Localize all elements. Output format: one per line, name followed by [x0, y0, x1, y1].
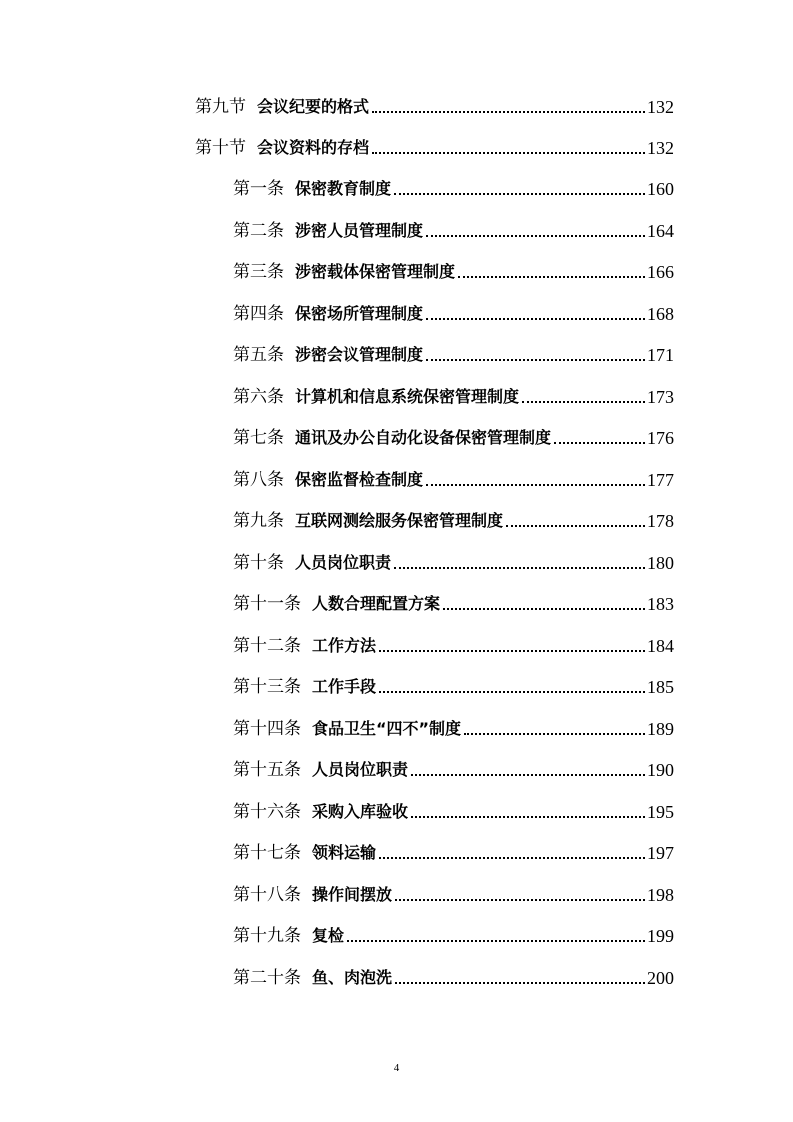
toc-entry-number: 第二条 — [233, 221, 284, 241]
toc-entry-page: 184 — [647, 636, 674, 656]
toc-entry[interactable] — [0, 88, 793, 118]
toc-entry-number: 第六条 — [233, 387, 284, 407]
toc-entry[interactable] — [0, 378, 793, 408]
toc-entry-title: 采购入库验收 — [312, 802, 409, 821]
toc-entry[interactable] — [0, 710, 793, 740]
toc-leader-dots — [426, 235, 645, 237]
toc-entry[interactable] — [0, 170, 793, 200]
toc-leader-dots — [394, 193, 645, 195]
toc-entry-number: 第十八条 — [233, 885, 301, 905]
toc-leader-dots — [379, 691, 645, 693]
toc-leader-dots — [554, 442, 645, 444]
toc-entry-title: 涉密人员管理制度 — [295, 221, 424, 240]
toc-entry-page: 190 — [647, 760, 674, 780]
toc-entry[interactable] — [0, 751, 793, 781]
toc-entry-title: 工作手段 — [312, 677, 377, 696]
toc-entry-number: 第十三条 — [233, 677, 301, 697]
toc-entry-number: 第五条 — [233, 345, 284, 365]
toc-entry-page: 198 — [647, 885, 674, 905]
toc-entry-page: 185 — [647, 677, 674, 697]
toc-entry-number: 第十条 — [233, 553, 284, 573]
toc-leader-dots — [426, 484, 645, 486]
toc-entry-title: 人数合理配置方案 — [312, 594, 441, 613]
toc-entry-page: 176 — [647, 428, 674, 448]
toc-leader-dots — [394, 567, 645, 569]
toc-leader-dots — [458, 276, 645, 278]
toc-leader-dots — [411, 774, 645, 776]
toc-entry-page: 178 — [647, 511, 674, 531]
toc-entry-title: 通讯及办公自动化设备保密管理制度 — [295, 428, 552, 447]
toc-entry[interactable] — [0, 793, 793, 823]
toc-entry-number: 第一条 — [233, 179, 284, 199]
toc-entry-title: 人员岗位职责 — [312, 760, 409, 779]
toc-entry[interactable] — [0, 544, 793, 574]
toc-entry-title: 互联网测绘服务保密管理制度 — [295, 511, 504, 530]
toc-entry-page: 132 — [647, 97, 674, 117]
toc-leader-dots — [464, 733, 645, 735]
toc-entry[interactable] — [0, 129, 793, 159]
toc-entry-title: 操作间摆放 — [312, 885, 393, 904]
toc-entry-number: 第十五条 — [233, 760, 301, 780]
toc-entry-page: 166 — [647, 262, 674, 282]
page-number: 4 — [393, 1062, 400, 1074]
toc-entry-page: 168 — [647, 304, 674, 324]
toc-leader-dots — [372, 111, 645, 113]
toc-entry-number: 第九条 — [233, 511, 284, 531]
toc-entry-title: 计算机和信息系统保密管理制度 — [295, 387, 520, 406]
toc-entry[interactable] — [0, 627, 793, 657]
toc-entry-number: 第三条 — [233, 262, 284, 282]
toc-entry-title: 人员岗位职责 — [295, 553, 392, 572]
toc-entry-number: 第二十条 — [233, 968, 301, 988]
toc-entry-page: 189 — [647, 719, 674, 739]
toc-entry-title: 会议资料的存档 — [257, 138, 370, 157]
toc-entry-number: 第七条 — [233, 428, 284, 448]
toc-entry-number: 第十六条 — [233, 802, 301, 822]
toc-entry[interactable] — [0, 212, 793, 242]
toc-entry-page: 197 — [647, 843, 674, 863]
toc-entry[interactable] — [0, 502, 793, 532]
toc-entry[interactable] — [0, 834, 793, 864]
toc-entry[interactable] — [0, 585, 793, 615]
toc-entry-page: 173 — [647, 387, 674, 407]
toc-entry-title: 涉密会议管理制度 — [295, 345, 424, 364]
toc-entry-title: 复检 — [312, 926, 345, 945]
toc-leader-dots — [522, 401, 645, 403]
toc-entry-title: 食品卫生“四不”制度 — [312, 719, 462, 738]
toc-entry-number: 第九节 — [195, 97, 246, 117]
toc-leader-dots — [395, 982, 645, 984]
toc-entry-number: 第十七条 — [233, 843, 301, 863]
toc-entry-page: 180 — [647, 553, 674, 573]
toc-entry-number: 第十二条 — [233, 636, 301, 656]
toc-entry[interactable] — [0, 295, 793, 325]
toc-entry-title: 会议纪要的格式 — [257, 97, 370, 116]
toc-leader-dots — [426, 318, 645, 320]
toc-entry[interactable] — [0, 668, 793, 698]
toc-leader-dots — [347, 940, 645, 942]
toc-leader-dots — [426, 359, 645, 361]
toc-entry-number: 第四条 — [233, 304, 284, 324]
toc-entry-page: 199 — [647, 926, 674, 946]
toc-entry-number: 第十四条 — [233, 719, 301, 739]
toc-entry[interactable] — [0, 876, 793, 906]
toc-leader-dots — [443, 608, 645, 610]
toc-entry-page: 183 — [647, 594, 674, 614]
toc-entry-title: 保密场所管理制度 — [295, 304, 424, 323]
toc-entry-page: 160 — [647, 179, 674, 199]
toc-entry-page: 132 — [647, 138, 674, 158]
toc-entry-number: 第八条 — [233, 470, 284, 490]
toc-entry-page: 164 — [647, 221, 674, 241]
toc-leader-dots — [379, 650, 645, 652]
toc-entry[interactable] — [0, 461, 793, 491]
toc-entry-page: 171 — [647, 345, 674, 365]
toc-entry-title: 保密监督检查制度 — [295, 470, 424, 489]
toc-leader-dots — [395, 899, 645, 901]
toc-entry[interactable] — [0, 419, 793, 449]
toc-leader-dots — [379, 857, 645, 859]
toc-entry-page: 200 — [647, 968, 674, 988]
toc-entry-page: 195 — [647, 802, 674, 822]
toc-entry-number: 第十节 — [195, 138, 246, 158]
toc-entry[interactable] — [0, 917, 793, 947]
toc-leader-dots — [506, 525, 645, 527]
toc-entry-page: 177 — [647, 470, 674, 490]
toc-entry-title: 保密教育制度 — [295, 179, 392, 198]
toc-entry-title: 工作方法 — [312, 636, 377, 655]
toc-entry-title: 鱼、肉泡洗 — [312, 968, 393, 987]
toc-entry[interactable] — [0, 959, 793, 989]
toc-entry-number: 第十九条 — [233, 926, 301, 946]
toc-entry[interactable] — [0, 253, 793, 283]
toc-entry[interactable] — [0, 336, 793, 366]
toc-entry-title: 涉密载体保密管理制度 — [295, 262, 456, 281]
toc-entry-number: 第十一条 — [233, 594, 301, 614]
toc-leader-dots — [411, 816, 645, 818]
toc-entry-title: 领料运输 — [312, 843, 377, 862]
toc-leader-dots — [372, 152, 645, 154]
